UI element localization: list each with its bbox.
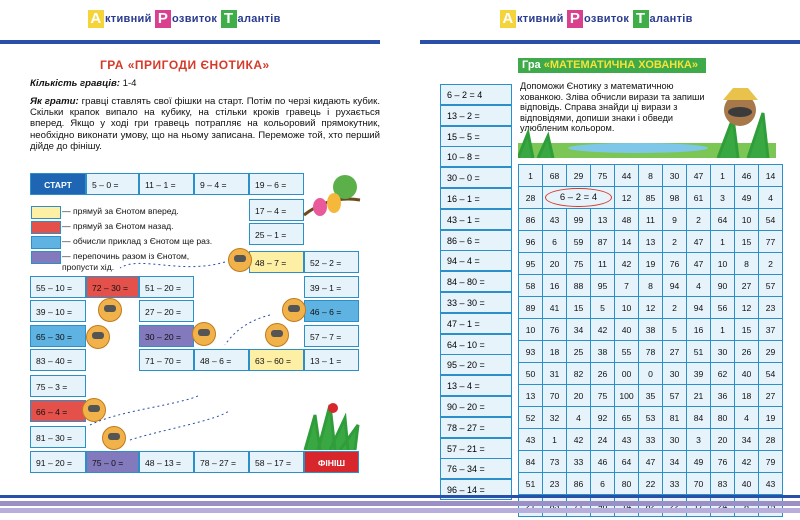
grid-cell[interactable]: 48	[615, 209, 639, 231]
grid-cell[interactable]: 1	[711, 165, 735, 187]
grid-cell[interactable]: 43	[615, 429, 639, 451]
legend-item: — прямуй за Єнотом вперед.	[62, 206, 179, 216]
highlight-oval	[545, 188, 612, 207]
grid-cell[interactable]: 86	[519, 209, 543, 231]
grid-cell[interactable]: 9	[663, 209, 687, 231]
grid-cell[interactable]: 7	[615, 275, 639, 297]
grid-cell[interactable]: 80	[615, 473, 639, 495]
equation-cell[interactable]: 10 – 8 =	[440, 146, 512, 167]
board-cell: 46 – 6 =	[304, 300, 359, 322]
grid-cell[interactable]: 32	[543, 407, 567, 429]
grid-cell[interactable]: 34	[567, 319, 591, 341]
grid-cell[interactable]: 78	[639, 341, 663, 363]
grid-cell[interactable]: 12	[639, 297, 663, 319]
howto-label: Як грати:	[30, 96, 79, 107]
equation-cell[interactable]: 64 – 10 =	[440, 334, 512, 355]
grid-cell[interactable]: 30	[663, 429, 687, 451]
legend-item: — перепочинь разом із Єнотом, пропусти хід.	[62, 251, 190, 272]
grid-cell[interactable]: 15	[735, 231, 759, 253]
grid-cell[interactable]: 57	[663, 385, 687, 407]
legend-item: — прямуй за Єнотом назад.	[62, 221, 174, 231]
grid-cell[interactable]: 46	[735, 165, 759, 187]
grid-cell[interactable]: 70	[543, 385, 567, 407]
board-cell: 71 – 70 =	[139, 349, 194, 371]
dashed-arrow	[90, 395, 200, 425]
grid-row	[519, 231, 783, 253]
grid-cell[interactable]: 13	[519, 385, 543, 407]
grid-row	[519, 429, 783, 451]
grid-cell[interactable]: 47	[639, 451, 663, 473]
grid-cell[interactable]: 27	[735, 275, 759, 297]
board-cell: 13 – 1 =	[304, 349, 359, 371]
equation-cell[interactable]: 13 – 4 =	[440, 375, 512, 396]
grid-cell[interactable]: 75	[567, 253, 591, 275]
equation-cell[interactable]: 78 – 27 =	[440, 417, 512, 438]
title-prefix: Гра	[522, 59, 541, 71]
grid-cell[interactable]: 2	[759, 253, 783, 275]
legend-item: — обчисли приклад з Єнотом ще раз.	[62, 236, 213, 246]
grid-cell[interactable]: 20	[543, 253, 567, 275]
grid-cell[interactable]: 37	[759, 319, 783, 341]
grid-cell[interactable]: 42	[591, 319, 615, 341]
board-cell: 65 – 30 =	[30, 325, 86, 347]
grid-cell[interactable]: 14	[615, 231, 639, 253]
grid-cell[interactable]: 44	[615, 165, 639, 187]
grid-cell[interactable]: 73	[543, 451, 567, 473]
grid-cell[interactable]: 38	[639, 319, 663, 341]
grid-row	[519, 275, 783, 297]
grid-cell[interactable]: 13	[639, 231, 663, 253]
grid-cell[interactable]: 1	[543, 429, 567, 451]
board-cell: 52 – 2 =	[304, 251, 359, 273]
grid-cell[interactable]: 29	[759, 341, 783, 363]
grid-cell[interactable]: 93	[519, 341, 543, 363]
grid-cell[interactable]: 4	[567, 407, 591, 429]
title-name: «МАТЕМАТИЧНА ХОВАНКА»	[543, 59, 698, 71]
grid-cell[interactable]: 49	[687, 451, 711, 473]
brand-cap-1: А	[88, 10, 104, 28]
brand-word-2: озвиток	[584, 12, 633, 25]
grid-cell[interactable]: 42	[615, 253, 639, 275]
grid-cell[interactable]: 8	[735, 253, 759, 275]
grid-cell[interactable]: 54	[759, 209, 783, 231]
brand-word-1: ктивний	[105, 12, 156, 25]
grass-illustration	[300, 400, 360, 450]
grid-cell[interactable]: 94	[687, 297, 711, 319]
board-cell: 39 – 10 =	[30, 300, 86, 322]
equation-cell[interactable]: 16 – 1 =	[440, 188, 512, 209]
grid-cell[interactable]: 64	[615, 451, 639, 473]
grid-cell[interactable]: 62	[711, 363, 735, 385]
raccoon-icon	[282, 298, 306, 322]
raccoon-icon	[265, 323, 289, 347]
grid-cell[interactable]: 29	[567, 165, 591, 187]
grid-cell[interactable]: 82	[567, 363, 591, 385]
grid-cell[interactable]: 61	[687, 187, 711, 209]
grid-cell[interactable]: 0	[639, 363, 663, 385]
dashed-arrow	[120, 262, 225, 268]
grid-cell[interactable]: 92	[591, 407, 615, 429]
grid-cell[interactable]: 54	[759, 363, 783, 385]
board-cell: 81 – 30 =	[30, 426, 86, 448]
grid-cell[interactable]: 13	[591, 209, 615, 231]
grid-cell[interactable]: 1	[711, 231, 735, 253]
grid-cell[interactable]: 43	[759, 473, 783, 495]
board-cell: 83 – 40 =	[30, 349, 86, 371]
grid-cell[interactable]: 68	[543, 165, 567, 187]
grid-cell[interactable]: 88	[567, 275, 591, 297]
board-cell: 19 – 6 =	[249, 173, 304, 195]
grid-cell[interactable]: 11	[639, 209, 663, 231]
grid-cell[interactable]: 51	[687, 341, 711, 363]
grid-cell[interactable]: 2	[663, 297, 687, 319]
grid-cell[interactable]: 11	[591, 253, 615, 275]
grid-cell[interactable]: 49	[735, 187, 759, 209]
grid-cell[interactable]: 47	[687, 165, 711, 187]
brand-cap-2: Р	[155, 10, 171, 28]
grid-cell[interactable]: 89	[519, 297, 543, 319]
board-cell: 9 – 4 =	[194, 173, 249, 195]
grid-cell[interactable]: 38	[591, 341, 615, 363]
equation-cell[interactable]: 86 – 6 =	[440, 230, 512, 251]
grid-cell[interactable]: 51	[519, 473, 543, 495]
board-cell: 55 – 10 =	[30, 276, 86, 298]
grid-cell[interactable]: 40	[735, 363, 759, 385]
grid-row	[519, 209, 783, 231]
grid-cell[interactable]: 84	[687, 407, 711, 429]
grid-cell[interactable]: 84	[519, 451, 543, 473]
equation-cell[interactable]: 30 – 0 =	[440, 167, 512, 188]
grid-cell[interactable]: 95	[519, 253, 543, 275]
grid-cell[interactable]: 50	[519, 363, 543, 385]
grid-cell[interactable]: 79	[759, 451, 783, 473]
grid-cell[interactable]: 43	[543, 209, 567, 231]
grid-cell[interactable]: 18	[543, 341, 567, 363]
grid-cell[interactable]: 33	[567, 451, 591, 473]
grid-cell[interactable]: 96	[519, 231, 543, 253]
grid-cell[interactable]: 39	[687, 363, 711, 385]
grid-cell[interactable]: 15	[567, 297, 591, 319]
equation-cell[interactable]: 6 – 2 = 4	[440, 84, 512, 105]
grid-cell[interactable]: 41	[543, 297, 567, 319]
grid-row	[519, 253, 783, 275]
board-cell: 63 – 60 =	[249, 349, 304, 371]
grid-cell[interactable]: 12	[615, 187, 639, 209]
grid-cell[interactable]: 83	[711, 473, 735, 495]
grid-cell[interactable]: 16	[543, 275, 567, 297]
brand-cap-3: Т	[633, 10, 649, 28]
grid-cell[interactable]: 33	[663, 473, 687, 495]
grid-row	[519, 165, 783, 187]
grid-cell[interactable]: 20	[567, 385, 591, 407]
footer-band-2	[0, 508, 800, 513]
grid-cell[interactable]: 26	[735, 341, 759, 363]
raccoon-icon	[192, 322, 216, 346]
grid-cell[interactable]: 40	[615, 319, 639, 341]
equation-cell[interactable]: 47 – 1 =	[440, 313, 512, 334]
equation-cell[interactable]: 57 – 21 =	[440, 438, 512, 459]
grid-cell[interactable]: 59	[567, 231, 591, 253]
left-page-title: ГРА «ПРИГОДИ ЄНОТИКА»	[100, 58, 270, 72]
grid-cell[interactable]: 23	[759, 297, 783, 319]
grid-cell[interactable]: 21	[687, 385, 711, 407]
grid-cell[interactable]: 31	[543, 363, 567, 385]
grid-cell[interactable]: 28	[759, 429, 783, 451]
grid-cell[interactable]: 58	[519, 275, 543, 297]
scenery-illustration	[518, 88, 776, 158]
board-cell: 48 – 6 =	[194, 349, 249, 371]
grid-cell[interactable]: 00	[615, 363, 639, 385]
grid-cell[interactable]: 87	[591, 231, 615, 253]
equation-cell[interactable]: 76 – 34 =	[440, 458, 512, 479]
grid-cell[interactable]: 55	[615, 341, 639, 363]
grid-cell[interactable]: 76	[711, 451, 735, 473]
grid-cell[interactable]: 27	[759, 385, 783, 407]
grid-cell[interactable]: 64	[711, 209, 735, 231]
grid-cell[interactable]: 53	[639, 407, 663, 429]
brand-word-2: озвиток	[172, 12, 221, 25]
equation-cell[interactable]: 15 – 5 =	[440, 126, 512, 147]
grid-row	[519, 407, 783, 429]
grid-cell[interactable]: 76	[543, 319, 567, 341]
brand-word-3: алантів	[649, 12, 693, 25]
board-finish: ФІНІШ	[304, 451, 359, 473]
grid-cell[interactable]: 95	[591, 275, 615, 297]
board-cell: 75 – 3 =	[30, 375, 86, 397]
board-cell: 11 – 1 =	[139, 173, 194, 195]
equation-cell[interactable]: 94 – 4 =	[440, 250, 512, 271]
grid-row	[519, 473, 783, 495]
board-cell: 30 – 20 =	[139, 325, 194, 347]
grid-cell[interactable]: 6	[591, 473, 615, 495]
board-cell: 5 – 0 =	[86, 173, 139, 195]
grid-cell[interactable]: 3	[711, 187, 735, 209]
raccoon-icon	[228, 248, 252, 272]
grid-cell[interactable]: 10	[615, 297, 639, 319]
grid-cell[interactable]: 40	[735, 473, 759, 495]
grid-cell[interactable]: 14	[759, 165, 783, 187]
board-cell: 48 – 13 =	[139, 451, 194, 473]
board-cell: 17 – 4 =	[249, 199, 304, 221]
grid-cell[interactable]: 52	[519, 407, 543, 429]
grid-cell[interactable]: 5	[591, 297, 615, 319]
board-cell: 48 – 7 =	[249, 251, 304, 273]
board-start: СТАРТ	[30, 173, 86, 195]
grid-cell[interactable]: 75	[591, 165, 615, 187]
players-label: Кількість гравців:	[30, 78, 120, 89]
grid-cell[interactable]: 80	[711, 407, 735, 429]
grid-cell[interactable]: 19	[639, 253, 663, 275]
brand-cap-2: Р	[567, 10, 583, 28]
grid-cell[interactable]: 25	[567, 341, 591, 363]
grid-cell[interactable]: 76	[663, 253, 687, 275]
grid-cell[interactable]: 56	[711, 297, 735, 319]
grid-cell[interactable]: 75	[591, 385, 615, 407]
board-cell: 39 – 1 =	[304, 276, 359, 298]
grid-row	[519, 341, 783, 363]
grid-cell[interactable]: 65	[615, 407, 639, 429]
footer-rule	[0, 495, 800, 498]
board-cell: 51 – 20 =	[139, 276, 194, 298]
grid-cell[interactable]: 1	[711, 319, 735, 341]
equation-cell[interactable]: 33 – 30 =	[440, 292, 512, 313]
grid-cell[interactable]: 8	[639, 165, 663, 187]
equation-cell[interactable]: 13 – 2 =	[440, 105, 512, 126]
grid-cell[interactable]: 81	[663, 407, 687, 429]
grid-cell[interactable]: 36	[711, 385, 735, 407]
grid-cell[interactable]: 30	[663, 363, 687, 385]
grid-cell[interactable]: 10	[519, 319, 543, 341]
grid-cell[interactable]: 43	[519, 429, 543, 451]
equation-cell[interactable]: 90 – 20 =	[440, 396, 512, 417]
grid-cell[interactable]: 77	[759, 231, 783, 253]
brand-word-3: алантів	[237, 12, 281, 25]
instructions: Допоможи Єнотику з математичною хованкою. Зліва обчисли вирази та запиши відповідь. Справа знайди ці вирази з відповідями, допиши знаки і обведи улюбленим кольором.	[520, 81, 705, 134]
grid-row	[519, 451, 783, 473]
grid-cell[interactable]: 28	[519, 187, 543, 209]
grid-cell[interactable]: 42	[567, 429, 591, 451]
grid-row	[519, 385, 783, 407]
dashed-arrow	[130, 410, 230, 440]
grid-cell[interactable]: 34	[663, 451, 687, 473]
grid-cell[interactable]: 30	[711, 341, 735, 363]
equation-cell[interactable]: 95 – 20 =	[440, 354, 512, 375]
right-page-title	[522, 59, 698, 71]
grid-cell[interactable]: 33	[639, 429, 663, 451]
raccoon-icon	[82, 398, 106, 422]
grid-cell[interactable]: 27	[663, 341, 687, 363]
grid-cell[interactable]: 10	[711, 253, 735, 275]
equation-cell[interactable]: 96 – 14 =	[440, 479, 512, 500]
grid-cell[interactable]: 70	[687, 473, 711, 495]
grid-cell[interactable]: 85	[639, 187, 663, 209]
grid-cell[interactable]: 4	[687, 275, 711, 297]
brand-word-1: ктивний	[517, 12, 568, 25]
grid-cell[interactable]: 86	[567, 473, 591, 495]
grid-cell[interactable]: 15	[735, 319, 759, 341]
grid-cell[interactable]: 23	[543, 473, 567, 495]
grid-cell[interactable]: 4	[735, 407, 759, 429]
grid-cell[interactable]: 20	[711, 429, 735, 451]
board-cell: 57 – 7 =	[304, 325, 359, 347]
grid-cell[interactable]: 94	[663, 275, 687, 297]
brand-cap-1: А	[500, 10, 516, 28]
grid-cell[interactable]: 90	[711, 275, 735, 297]
equation-cell[interactable]: 43 – 1 =	[440, 209, 512, 230]
raccoon-icon	[102, 426, 126, 450]
dashed-arrow	[225, 315, 270, 345]
parrots-illustration	[300, 175, 362, 237]
grid-cell[interactable]: 35	[639, 385, 663, 407]
grid-cell[interactable]: 47	[687, 253, 711, 275]
grid-cell[interactable]: 34	[735, 429, 759, 451]
board-cell: 78 – 27 =	[194, 451, 249, 473]
grid-cell[interactable]: 8	[639, 275, 663, 297]
number-grid	[518, 164, 783, 517]
grid-cell[interactable]: 42	[735, 451, 759, 473]
equation-cell[interactable]: 84 – 80 =	[440, 271, 512, 292]
grid-cell[interactable]: 30	[663, 165, 687, 187]
howto-text: гравці ставлять свої фішки на старт. Потім по черзі кидають кубик. Скільки крапок випало на кубику, на стільки кроків гравець і рухається вперед. Якщо у ході гри гравець потрапляє на кольоровий прямокутник, необхідно виконати умову, що на ньому записана. Переможе той, хто перший дійде до фінішу.	[30, 96, 380, 152]
grid-cell[interactable]: 22	[639, 473, 663, 495]
board-cell: 27 – 20 =	[139, 300, 194, 322]
grid-cell[interactable]: 5	[663, 319, 687, 341]
grid-cell[interactable]: 6 – 2 = 4	[543, 187, 615, 209]
grid-cell[interactable]: 98	[663, 187, 687, 209]
grid-cell[interactable]: 6	[543, 231, 567, 253]
grid-cell[interactable]: 100	[615, 385, 639, 407]
board-cell: 25 – 1 =	[249, 223, 304, 245]
grid-cell[interactable]: 16	[687, 319, 711, 341]
raccoon-icon	[98, 298, 122, 322]
grid-cell[interactable]: 18	[735, 385, 759, 407]
grid-cell[interactable]: 19	[759, 407, 783, 429]
board-cell: 66 – 4 =	[30, 400, 86, 422]
grid-row	[519, 363, 783, 385]
grid-cell[interactable]: 24	[591, 429, 615, 451]
grid-cell[interactable]: 2	[687, 209, 711, 231]
board-cell: 58 – 17 =	[249, 451, 304, 473]
grid-cell[interactable]: 4	[759, 187, 783, 209]
board-cell: 75 – 0 =	[86, 451, 139, 473]
board-cell: 91 – 20 =	[30, 451, 86, 473]
grid-row	[519, 187, 783, 209]
grid-row	[519, 319, 783, 341]
grid-cell[interactable]: 1	[519, 165, 543, 187]
grid-cell[interactable]: 3	[687, 429, 711, 451]
grid-cell[interactable]: 57	[759, 275, 783, 297]
grid-cell[interactable]: 2	[663, 231, 687, 253]
grid-cell[interactable]: 26	[591, 363, 615, 385]
brand-cap-3: Т	[221, 10, 237, 28]
footer-band-1	[0, 501, 800, 506]
grid-cell[interactable]: 46	[591, 451, 615, 473]
grid-cell[interactable]: 10	[735, 209, 759, 231]
grid-cell[interactable]: 99	[567, 209, 591, 231]
grid-cell[interactable]: 12	[735, 297, 759, 319]
grid-cell[interactable]: 47	[687, 231, 711, 253]
players-value: 1-4	[122, 78, 137, 89]
board-cell: 72 – 30 =	[86, 276, 139, 298]
raccoon-icon	[86, 325, 110, 349]
grid-row	[519, 297, 783, 319]
